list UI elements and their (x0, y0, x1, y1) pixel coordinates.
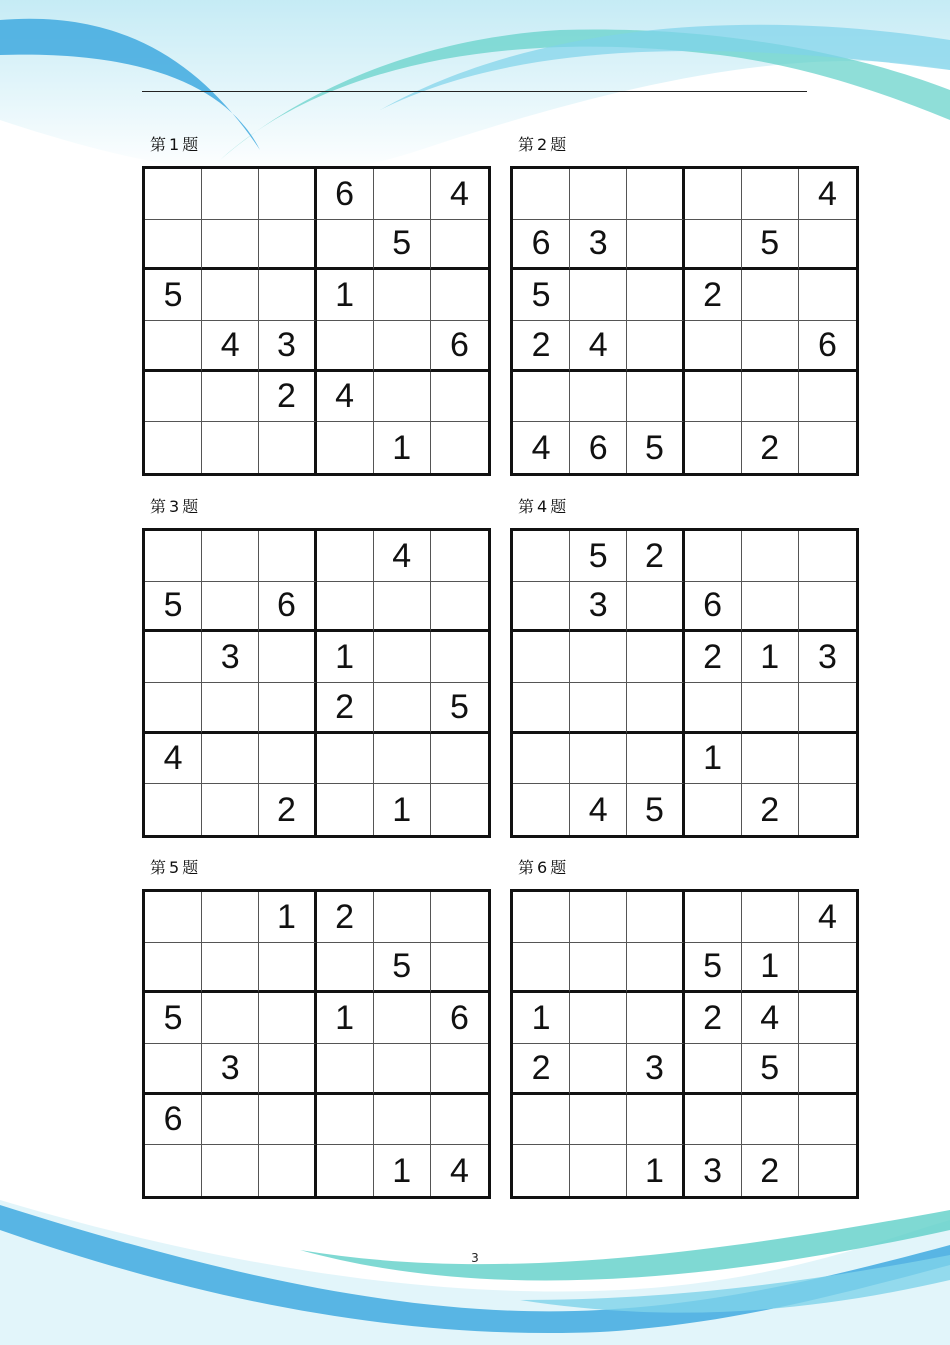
sudoku-cell: 3 (570, 582, 627, 633)
sudoku-cell (374, 582, 431, 633)
sudoku-cell (627, 632, 684, 683)
sudoku-cell (431, 734, 488, 785)
sudoku-cell (685, 422, 742, 473)
sudoku-cell (202, 422, 259, 473)
sudoku-cell (374, 321, 431, 372)
sudoku-cell (259, 270, 316, 321)
sudoku-cell (202, 1095, 259, 1146)
sudoku-cell (570, 632, 627, 683)
sudoku-cell (513, 943, 570, 994)
sudoku-cell (570, 1095, 627, 1146)
sudoku-cell (259, 683, 316, 734)
sudoku-cell (627, 892, 684, 943)
sudoku-cell (570, 1044, 627, 1095)
sudoku-cell: 2 (259, 372, 316, 423)
sudoku-cell (145, 892, 202, 943)
sudoku-grid (510, 166, 859, 476)
sudoku-cell: 2 (742, 422, 799, 473)
sudoku-grid (142, 889, 491, 1199)
sudoku-cell (627, 683, 684, 734)
sudoku-cell (202, 582, 259, 633)
page-number: 3 (471, 1251, 479, 1265)
sudoku-cell (513, 892, 570, 943)
sudoku-cell (202, 372, 259, 423)
sudoku-cell (799, 372, 856, 423)
sudoku-cell (742, 270, 799, 321)
sudoku-cell: 6 (570, 422, 627, 473)
sudoku-cell (627, 582, 684, 633)
sudoku-cell (202, 943, 259, 994)
sudoku-cell (799, 1145, 856, 1196)
sudoku-cell: 3 (685, 1145, 742, 1196)
sudoku-cell (570, 892, 627, 943)
sudoku-cell (799, 683, 856, 734)
sudoku-cell: 4 (799, 169, 856, 220)
puzzle-label: 第 1 题 (150, 135, 199, 154)
sudoku-cell: 6 (799, 321, 856, 372)
sudoku-cell (202, 531, 259, 582)
sudoku-cell (202, 784, 259, 835)
sudoku-cell: 4 (317, 372, 374, 423)
sudoku-cell (202, 734, 259, 785)
sudoku-cell (431, 372, 488, 423)
sudoku-cell (202, 683, 259, 734)
sudoku-cell (799, 220, 856, 271)
sudoku-cell (259, 1044, 316, 1095)
sudoku-cell: 4 (202, 321, 259, 372)
sudoku-cell: 2 (513, 321, 570, 372)
sudoku-cell (431, 892, 488, 943)
sudoku-cell (317, 582, 374, 633)
sudoku-cell (374, 683, 431, 734)
sudoku-cell: 5 (513, 270, 570, 321)
sudoku-cell (627, 734, 684, 785)
sudoku-cell (513, 372, 570, 423)
sudoku-cell: 4 (145, 734, 202, 785)
sudoku-cell: 5 (742, 220, 799, 271)
sudoku-cell: 2 (317, 683, 374, 734)
sudoku-cell (513, 531, 570, 582)
sudoku-cell (145, 372, 202, 423)
sudoku-cell (570, 943, 627, 994)
sudoku-cell (202, 1145, 259, 1196)
sudoku-cell (374, 1044, 431, 1095)
sudoku-cell (317, 1145, 374, 1196)
sudoku-grid (510, 528, 859, 838)
sudoku-cell (685, 1095, 742, 1146)
sudoku-cell: 3 (799, 632, 856, 683)
sudoku-cell: 5 (627, 784, 684, 835)
sudoku-cell (627, 270, 684, 321)
sudoku-cell (799, 734, 856, 785)
sudoku-cell (570, 993, 627, 1044)
sudoku-cell: 1 (374, 784, 431, 835)
sudoku-cell (374, 892, 431, 943)
sudoku-cell: 6 (259, 582, 316, 633)
sudoku-cell (145, 943, 202, 994)
sudoku-cell (145, 632, 202, 683)
sudoku-cell (570, 372, 627, 423)
sudoku-cell (374, 1095, 431, 1146)
sudoku-cell (513, 1095, 570, 1146)
sudoku-cell (513, 734, 570, 785)
sudoku-cell (317, 943, 374, 994)
sudoku-cell (570, 169, 627, 220)
sudoku-cell (145, 784, 202, 835)
sudoku-cell (202, 892, 259, 943)
puzzle-label: 第 2 题 (518, 135, 567, 154)
sudoku-cell: 1 (317, 632, 374, 683)
sudoku-cell (145, 531, 202, 582)
sudoku-cell (799, 784, 856, 835)
sudoku-cell (259, 220, 316, 271)
sudoku-cell (431, 632, 488, 683)
sudoku-cell (513, 1145, 570, 1196)
sudoku-cell (202, 993, 259, 1044)
sudoku-cell (570, 683, 627, 734)
sudoku-cell: 1 (742, 632, 799, 683)
sudoku-cell: 2 (685, 993, 742, 1044)
sudoku-cell: 1 (742, 943, 799, 994)
sudoku-cell (431, 531, 488, 582)
sudoku-cell (799, 422, 856, 473)
sudoku-cell (685, 892, 742, 943)
sudoku-cell (685, 784, 742, 835)
sudoku-cell (259, 943, 316, 994)
sudoku-cell: 4 (431, 169, 488, 220)
sudoku-cell (513, 683, 570, 734)
sudoku-cell: 5 (570, 531, 627, 582)
sudoku-cell: 1 (259, 892, 316, 943)
sudoku-cell: 1 (627, 1145, 684, 1196)
sudoku-cell (627, 220, 684, 271)
sudoku-cell: 5 (742, 1044, 799, 1095)
sudoku-cell: 1 (317, 993, 374, 1044)
sudoku-cell (317, 1095, 374, 1146)
puzzle-label: 第 6 题 (518, 858, 567, 877)
puzzle-label: 第 3 题 (150, 497, 199, 516)
sudoku-cell (317, 1044, 374, 1095)
sudoku-cell (570, 734, 627, 785)
sudoku-cell (627, 321, 684, 372)
sudoku-cell: 4 (799, 892, 856, 943)
sudoku-cell: 6 (513, 220, 570, 271)
sudoku-cell: 4 (449, 1151, 469, 1190)
sudoku-cell: 5 (145, 582, 202, 633)
sudoku-cell (317, 734, 374, 785)
sudoku-cell (570, 1145, 627, 1196)
sudoku-cell: 4 (742, 993, 799, 1044)
sudoku-cell (317, 531, 374, 582)
sudoku-cell: 3 (570, 220, 627, 271)
sudoku-cell (145, 220, 202, 271)
sudoku-cell: 2 (259, 784, 316, 835)
sudoku-cell (742, 892, 799, 943)
sudoku-cell (431, 1044, 488, 1095)
sudoku-cell (374, 734, 431, 785)
sudoku-cell (259, 1145, 316, 1196)
puzzle-label: 第 4 题 (518, 497, 567, 516)
sudoku-cell: 3 (202, 1044, 259, 1095)
header-rule (142, 91, 807, 92)
sudoku-cell: 2 (685, 632, 742, 683)
sudoku-cell (799, 993, 856, 1044)
sudoku-cell (685, 220, 742, 271)
sudoku-cell: 6 (431, 993, 488, 1044)
sudoku-cell (374, 270, 431, 321)
sudoku-cell: 6 (685, 582, 742, 633)
sudoku-cell (513, 582, 570, 633)
sudoku-cell (627, 943, 684, 994)
sudoku-cell: 3 (259, 321, 316, 372)
sudoku-cell (259, 169, 316, 220)
sudoku-cell (317, 220, 374, 271)
sudoku-cell: 5 (374, 220, 431, 271)
sudoku-cell: 4 (374, 531, 431, 582)
sudoku-cell: 1 (317, 270, 374, 321)
sudoku-cell (799, 943, 856, 994)
sudoku-cell (742, 531, 799, 582)
sudoku-cell (431, 582, 488, 633)
sudoku-cell (259, 531, 316, 582)
sudoku-cell (145, 321, 202, 372)
sudoku-cell (145, 422, 202, 473)
sudoku-cell: 2 (627, 531, 684, 582)
sudoku-cell: 6 (145, 1095, 202, 1146)
sudoku-cell: 5 (145, 270, 202, 321)
sudoku-cell (685, 169, 742, 220)
sudoku-cell (685, 321, 742, 372)
sudoku-cell (431, 270, 488, 321)
sudoku-cell (317, 784, 374, 835)
sudoku-cell (259, 734, 316, 785)
sudoku-cell (431, 784, 488, 835)
sudoku-cell: 4 (570, 321, 627, 372)
sudoku-cell (799, 531, 856, 582)
sudoku-cell: 3 (627, 1044, 684, 1095)
sudoku-cell (145, 1044, 202, 1095)
sudoku-cell (513, 784, 570, 835)
sudoku-cell: 1 (685, 734, 742, 785)
sudoku-cell (317, 321, 374, 372)
sudoku-cell (685, 1044, 742, 1095)
sudoku-cell (259, 993, 316, 1044)
sudoku-cell (685, 372, 742, 423)
sudoku-cell: 5 (431, 683, 488, 734)
sudoku-cell (799, 1095, 856, 1146)
sudoku-cell (627, 169, 684, 220)
sudoku-cell (627, 1095, 684, 1146)
puzzle-label: 第 5 题 (150, 858, 199, 877)
sudoku-cell (374, 632, 431, 683)
sudoku-cell: 2 (513, 1044, 570, 1095)
sudoku-cell (742, 582, 799, 633)
sudoku-cell (570, 270, 627, 321)
sudoku-cell (627, 993, 684, 1044)
sudoku-cell (742, 169, 799, 220)
sudoku-cell: 3 (202, 632, 259, 683)
sudoku-cell (742, 683, 799, 734)
sudoku-cell: 6 (317, 169, 374, 220)
sudoku-cell: 1 (513, 993, 570, 1044)
sudoku-cell (627, 372, 684, 423)
sudoku-cell: 6 (431, 321, 488, 372)
sudoku-cell (431, 943, 488, 994)
sudoku-cell: 2 (685, 270, 742, 321)
sudoku-cell (799, 1044, 856, 1095)
sudoku-cell: 2 (742, 784, 799, 835)
sudoku-cell (685, 683, 742, 734)
sudoku-cell (799, 582, 856, 633)
sudoku-cell (202, 169, 259, 220)
sudoku-cell (431, 220, 488, 271)
sudoku-cell (145, 683, 202, 734)
sudoku-cell (259, 422, 316, 473)
sudoku-grid (142, 528, 491, 838)
sudoku-cell: 2 (317, 892, 374, 943)
sudoku-cell (145, 1145, 202, 1196)
sudoku-cell: 4 (570, 784, 627, 835)
sudoku-cell (742, 372, 799, 423)
sudoku-cell: 1 (374, 422, 431, 473)
sudoku-cell (742, 321, 799, 372)
sudoku-cell (259, 632, 316, 683)
sudoku-cell (374, 169, 431, 220)
sudoku-cell (513, 632, 570, 683)
sudoku-cell: 5 (145, 993, 202, 1044)
sudoku-cell (431, 422, 488, 473)
sudoku-cell (317, 422, 374, 473)
sudoku-cell (799, 270, 856, 321)
sudoku-grid (142, 166, 491, 476)
sudoku-cell (374, 372, 431, 423)
sudoku-cell (202, 220, 259, 271)
sudoku-cell: 5 (374, 943, 431, 994)
sudoku-cell (685, 531, 742, 582)
sudoku-cell (431, 1095, 488, 1146)
sudoku-cell (742, 734, 799, 785)
sudoku-cell: 5 (627, 422, 684, 473)
sudoku-cell: 5 (685, 943, 742, 994)
sudoku-grid (510, 889, 859, 1199)
sudoku-cell (259, 1095, 316, 1146)
sudoku-cell (145, 169, 202, 220)
sudoku-cell (202, 270, 259, 321)
sudoku-cell: 4 (513, 422, 570, 473)
sudoku-cell: 1 (374, 1145, 431, 1196)
sudoku-cell (513, 169, 570, 220)
sudoku-cell: 2 (742, 1145, 799, 1196)
sudoku-cell (742, 1095, 799, 1146)
sudoku-cell (374, 993, 431, 1044)
